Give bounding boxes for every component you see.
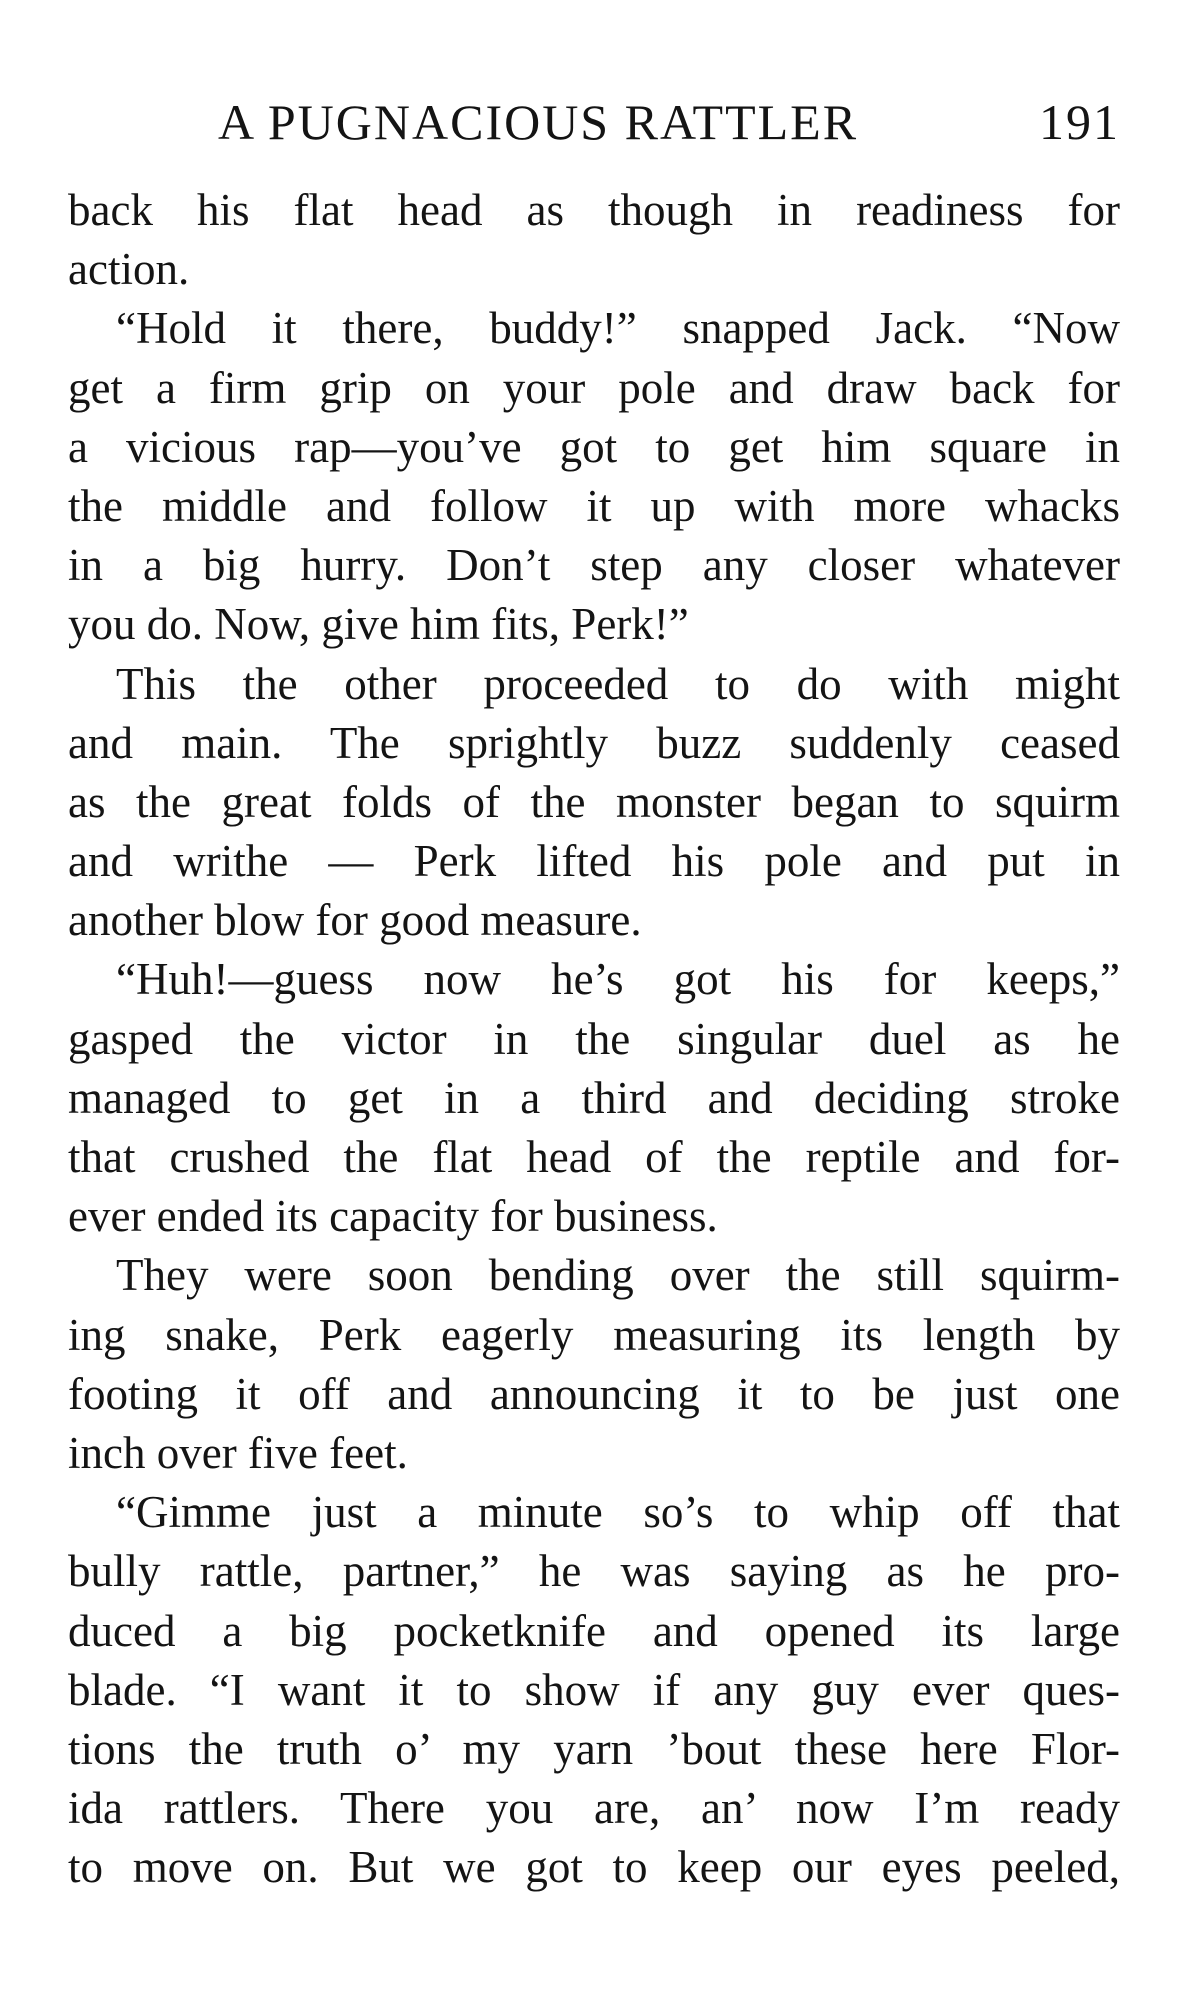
- text-line: a vicious rap—you’ve got to get him square in: [68, 421, 1120, 472]
- text-line: ever ended its capacity for business.: [68, 1191, 718, 1242]
- running-title: A PUGNACIOUS RATTLER: [218, 94, 859, 150]
- text-line: and writhe — Perk lifted his pole and put in: [68, 836, 1120, 887]
- text-line: “Hold it there, buddy!” snapped Jack. “Now: [116, 303, 1120, 354]
- text-line: duced a big pocketknife and opened its large: [68, 1605, 1120, 1656]
- body-text: [68, 181, 1120, 1897]
- text-line: and main. The sprightly buzz suddenly ceased: [68, 717, 1120, 768]
- page-number: 191: [1039, 94, 1120, 150]
- text-line: ida rattlers. There you are, an’ now I’m ready: [68, 1783, 1120, 1834]
- text-line: bully rattle, partner,” he was saying as he pro-: [68, 1546, 1120, 1597]
- text-line: in a big hurry. Don’t step any closer whatever: [68, 540, 1120, 591]
- text-line: to move on. But we got to keep our eyes peeled,: [68, 1842, 1120, 1893]
- text-line: another blow for good measure.: [68, 895, 642, 946]
- text-line: the middle and follow it up with more whacks: [68, 480, 1120, 531]
- text-line: This the other proceeded to do with might: [116, 658, 1120, 709]
- text-line: that crushed the flat head of the reptile and for-: [68, 1132, 1120, 1182]
- text-line: back his flat head as though in readiness for: [68, 185, 1120, 235]
- text-line: “Gimme just a minute so’s to whip off that: [116, 1487, 1120, 1538]
- text-line: tions the truth o’ my yarn ’bout these here Flor-: [68, 1723, 1120, 1774]
- text-line: action.: [68, 244, 190, 295]
- text-line: blade. “I want it to show if any guy ever ques-: [68, 1664, 1120, 1715]
- text-line: inch over five feet.: [68, 1427, 408, 1478]
- text-line: you do. Now, give him fits, Perk!”: [68, 599, 689, 650]
- text-line: gasped the victor in the singular duel as he: [68, 1013, 1120, 1064]
- text-line: “Huh!—guess now he’s got his for keeps,”: [116, 954, 1120, 1005]
- text-line: managed to get in a third and deciding stroke: [68, 1072, 1120, 1123]
- text-line: footing it off and announcing it to be just one: [68, 1368, 1120, 1419]
- text-line: get a firm grip on your pole and draw back for: [68, 362, 1120, 413]
- text-line: as the great folds of the monster began to squirm: [68, 776, 1120, 827]
- text-line: ing snake, Perk eagerly measuring its length by: [68, 1309, 1120, 1360]
- text-line: They were soon bending over the still squirm-: [116, 1250, 1120, 1301]
- running-head: [68, 92, 1120, 152]
